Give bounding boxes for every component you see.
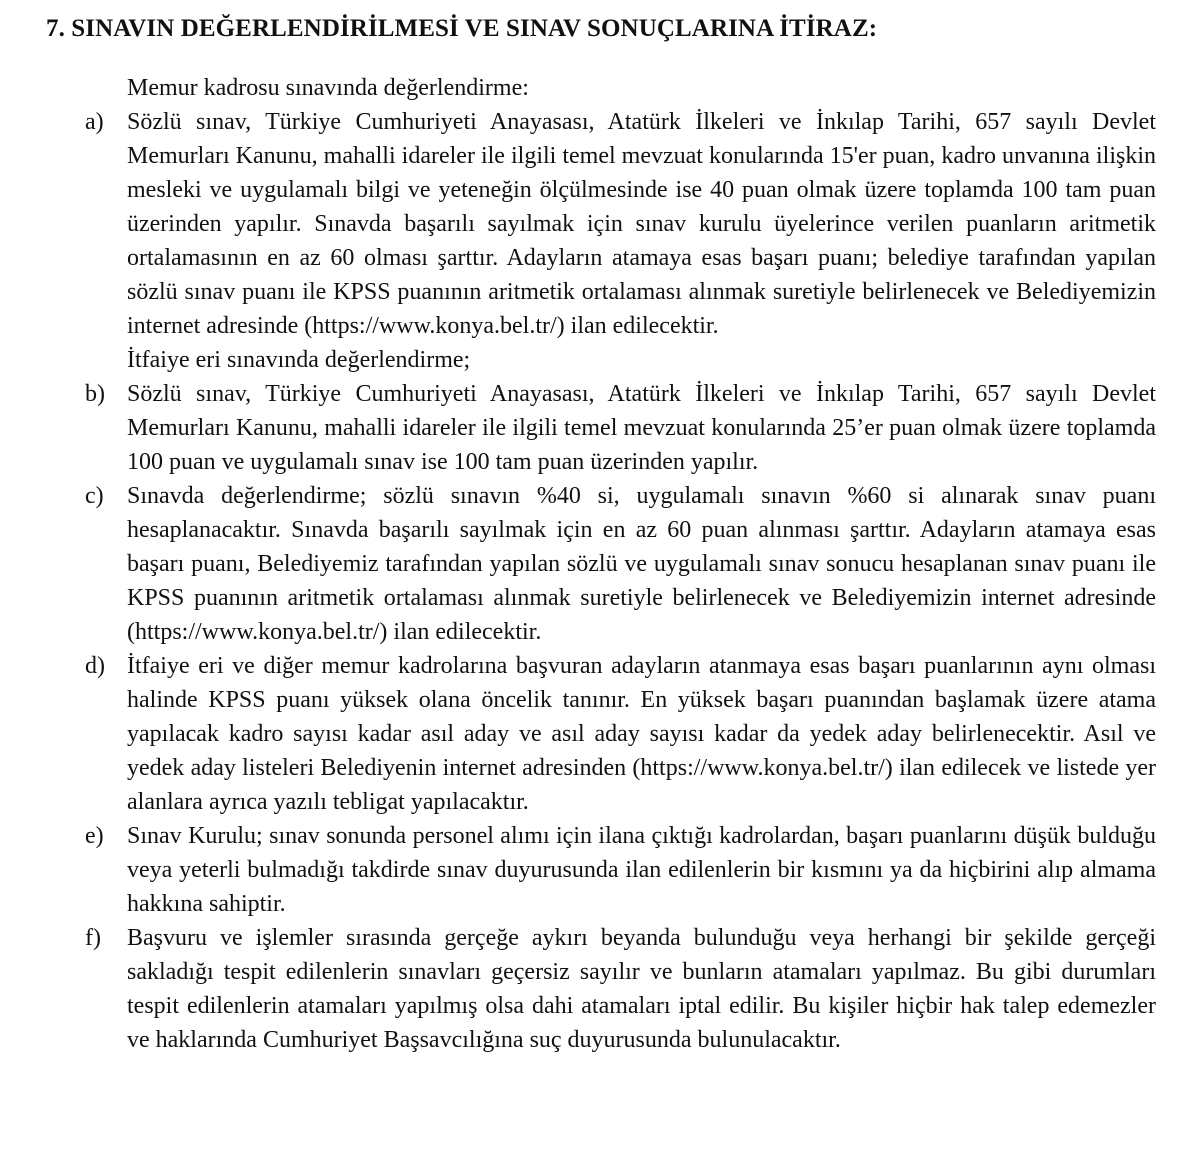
item-label: f) [85, 925, 101, 951]
item-text: Sözlü sınav, Türkiye Cumhuriyeti Anayasası, Atatürk İlkeleri ve İnkılap Tarihi, 657 sayılı Devlet Memurları Kanunu, mahalli idareler ile ilgili temel mevzuat konularında 15'er puan, kadro unvanına ilişkin mesleki ve uygulamalı bilgi ve yeteneğin ölçülmesinde ise 40 puan olmak üzere toplamda 100 tam puan üzerinden yapılır. Sınavda başarılı sayılmak için sınav kurulu üyelerince verilen puanların aritmetik ortalamasının en az 60 olması şarttır. Adayların atamaya esas başarı puanı; belediye tarafından yapılan sözlü sınav puanı ile KPSS puanının aritmetik ortalaması alınmak suretiyle belirlenecek ve Belediyemizin internet adresinde (https://www.konya.bel.tr/) ilan edilecektir. [127, 109, 1156, 339]
list-item-c [85, 479, 1156, 649]
item-label: b) [85, 381, 105, 407]
itfaiye-intro: İtfaiye eri sınavında değerlendirme; [127, 347, 471, 373]
item-label: c) [85, 483, 104, 509]
section-heading: 7. SINAVIN DEĞERLENDİRİLMESİ VE SINAV SONUÇLARINA İTİRAZ: [46, 15, 878, 42]
item-text: Sözlü sınav, Türkiye Cumhuriyeti Anayasası, Atatürk İlkeleri ve İnkılap Tarihi, 657 sayılı Devlet Memurları Kanunu, mahalli idareler ile ilgili temel mevzuat konularında 25’er puan olmak üzere toplamda 100 puan ve uygulamalı sınav ise 100 tam puan üzerinden yapılır. [127, 381, 1156, 475]
item-text: Başvuru ve işlemler sırasında gerçeğe aykırı beyanda bulunduğu veya herhangi bir şekilde gerçeği sakladığı tespit edilenlerin sınavları geçersiz sayılır ve bunların atamaları yapılmaz. Bu gibi durumları tespit edilenlerin atamaları yapılmış olsa dahi atamaları iptal edilir. Bu kişiler hiçbir hak talep edemezler ve haklarında Cumhuriyet Başsavcılığına suç duyurusunda bulunulacaktır. [127, 925, 1156, 1053]
list-item-d [85, 649, 1156, 819]
item-text: Sınav Kurulu; sınav sonunda personel alımı için ilana çıktığı kadrolardan, başarı puanlarını düşük bulduğu veya yeterli bulmadığı takdirde sınav duyurusunda ilan edilenlerin bir kısmını ya da hiçbirini alıp almama hakkına sahiptir. [127, 823, 1156, 917]
section-content [0, 71, 1200, 1057]
item-text: Sınavda değerlendirme; sözlü sınavın %40 si, uygulamalı sınavın %60 si alınarak sınav puanı hesaplanacaktır. Sınavda başarılı sayılmak için en az 60 puan alınması şarttır. Adayların atamaya esas başarı puanı, Belediyemiz tarafından yapılan sözlü ve uygulamalı sınav sonucu hesaplanan sınav puanı ile KPSS puanının aritmetik ortalaması alınmak suretiyle belirlenecek ve Belediyemizin internet adresinde (https://www.konya.bel.tr/) ilan edilecektir. [127, 483, 1156, 645]
item-label: a) [85, 109, 104, 135]
list-item-b [85, 377, 1156, 479]
list-item-a [85, 105, 1156, 343]
item-text: İtfaiye eri ve diğer memur kadrolarına başvuran adayların atanmaya esas başarı puanlarının aynı olması halinde KPSS puanı yüksek olana öncelik tanınır. En yüksek başarı puanından başlamak üzere atama yapılacak kadro sayısı kadar asıl aday ve asıl aday sayısı kadar da yedek aday belirlenecektir. Asıl ve yedek aday listeleri Belediyenin internet adresinden (https://www.konya.bel.tr/) ilan edilecek ve listede yer alanlara ayrıca yazılı tebligat yapılacaktır. [127, 653, 1156, 815]
memur-intro: Memur kadrosu sınavında değerlendirme: [127, 75, 529, 101]
item-label: e) [85, 823, 104, 849]
list-item-e [85, 819, 1156, 921]
item-label: d) [85, 653, 105, 679]
list-item-f [85, 921, 1156, 1057]
